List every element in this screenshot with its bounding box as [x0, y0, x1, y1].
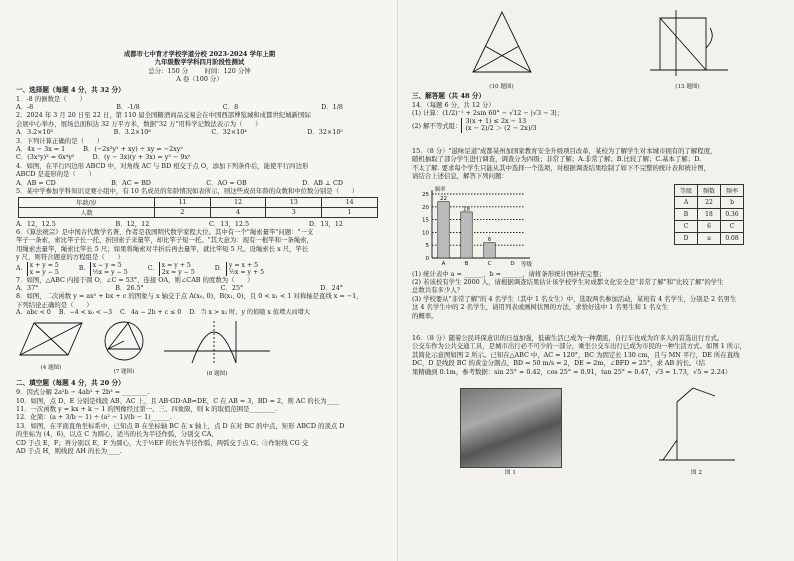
q7-options: [16, 284, 383, 292]
q5-option-a: A．12，12.5: [16, 219, 56, 228]
q8-option-b: B．−4 < x₀ < −3: [58, 309, 113, 317]
q3-option-c: C．(3x²y)² = 6x⁴y²: [16, 153, 75, 162]
street-lamp-photo: [460, 388, 562, 468]
y-tick-label: 0: [425, 255, 429, 262]
equation-system: [159, 262, 195, 276]
bar-C: [484, 242, 496, 257]
table-cell: 人数: [19, 207, 155, 217]
section3-heading: 三、解答题（共 48 分）: [412, 92, 486, 100]
bar-value-label: 6: [487, 236, 492, 243]
table-cell: 0.08: [721, 232, 744, 244]
q6-options: [16, 262, 383, 276]
table-row: [675, 184, 744, 196]
q7-option-b: B．26.5°: [115, 283, 144, 292]
figure-caption: (8 题图): [206, 371, 228, 378]
q7-option-c: C．25°: [220, 283, 244, 292]
q8-line2: 下列结论正确的是（ ）: [16, 300, 93, 309]
q4-option-c: C．AO = OB: [206, 178, 247, 187]
diagonal-bd: [20, 323, 82, 355]
q15-line4: 请结合上述信息，解答下列问题：: [412, 172, 508, 181]
table-cell: B: [675, 208, 698, 220]
equation: ½x = y − 5: [92, 268, 128, 276]
table-cell: 3: [266, 207, 322, 217]
q6-option-b: [79, 262, 128, 276]
q4-line2: ABCD 是菱形的是（ ）: [16, 170, 95, 179]
q10: 10．如图，点 D、E 分别是线段 AB、AC 上，且 AB·GD·AB=DE，C 在 AB = 3，BD = 2，则 AC 的长为____: [16, 396, 340, 405]
bar-B: [461, 212, 473, 258]
section1-figures: [16, 319, 383, 377]
q15-part1: (1) 统计表中 a = ______，b = ______，请将条形统计图补充完整；: [412, 269, 606, 278]
q2-option-a: A．3.2×10⁵: [16, 128, 54, 137]
q6-option-c: [148, 262, 195, 276]
q8-option-a: A．abc < 0: [16, 309, 51, 317]
q6-option-a: [16, 262, 59, 276]
parallelogram-figure: [16, 319, 86, 359]
q7: 7．如图，△ABC 内接于圆 O，∠C = 53°，连接 OA，则∠CAB 的度数为（ ）: [16, 275, 254, 284]
parabola-figure: [162, 319, 272, 365]
q8-option-c: C．4a − 2b + c ≤ 0: [120, 309, 182, 317]
q5-age-table: [18, 197, 378, 218]
exam-subtitle: 九年级数学学科四月阶段性测试: [154, 58, 245, 67]
table-header: 等级: [675, 184, 698, 196]
equation: x − y = 5: [92, 261, 122, 269]
q15-figures: [412, 184, 784, 270]
q3-options-cd: [16, 153, 383, 161]
y-axis-label: 频率: [434, 186, 446, 193]
table-cell: 年龄/岁: [19, 197, 155, 207]
equation: x = y + 5: [161, 261, 191, 269]
equation: 2x = y − 5: [161, 268, 195, 276]
q8-option-d: D．当 x > x₂ 时，y 的值随 x 值增大而增大: [189, 309, 311, 317]
q15-line3: 不太了解. 要求每个学生只能从其中选择一个选项，对根据调查结果绘制了如下不完整的统计表和统计图，: [412, 163, 711, 172]
figure-caption: (10 题图): [489, 84, 514, 90]
option-letter: B．: [78, 265, 90, 273]
table-cell: 22: [698, 196, 721, 208]
table-row: [19, 197, 378, 207]
table-row: [19, 207, 378, 217]
q16-line5: 果精确到 0.1m，参考数据：sin 25° ≈ 0.42，cos 25° ≈ 0.91，tan 25° ≈ 0.47，√3 ≈ 1.73，√5 ≈ 2.24）: [412, 367, 732, 376]
radius-oa: [108, 341, 124, 349]
frequency-table: [674, 184, 744, 245]
q5-options: [16, 220, 383, 228]
y-tick-label: 25: [422, 191, 429, 198]
q4-option-b: B．AC = BD: [111, 178, 151, 187]
q15-line2: 随机抽取了部分学生进行调查，调查分为四级；非常了解；A.非常了解；B.比较了解；C.基本了解；D.: [412, 155, 702, 164]
q5-option-c: C．13，12.5: [209, 219, 250, 228]
table-cell: 1: [322, 207, 378, 217]
q3-option-d: D．(y − 3x)(y + 3x) = y² − 9x²: [92, 153, 191, 162]
q6: 6．《算法统宗》是中国古代数学名著，作者是我国明代数学家程大位。其中有一个"绳索量竿"问题："一支: [16, 227, 314, 236]
exam-title: 成都市七中育才学校学道分校 2023-2024 学年上期: [123, 50, 276, 58]
q2-option-b: B．3.2×10⁶: [113, 128, 151, 137]
table-cell: A: [675, 196, 698, 208]
figure-q7: [98, 319, 150, 375]
figure-caption: (4 题图): [40, 365, 62, 372]
q15-part2-line2: 总数共有多少人？: [412, 286, 464, 295]
y-tick-label: 15: [422, 217, 429, 224]
table-row: [675, 196, 744, 208]
q4-option-d: D．AB ⊥ CD: [302, 178, 343, 187]
figure-caption: (7 题图): [113, 369, 135, 376]
q2-line2: 会展中心举办，展场总面积达 32 万平方米，数据"32 万"用科学记数法表示为（ ）: [16, 119, 262, 128]
q3-options-ab: [16, 145, 383, 153]
table-row: [675, 232, 744, 244]
q15-part2: (2) 若该校有学生 2000 人，请根据调查结果估计该学校学生对成都文化安全是"非常了解"和"比较了解"的学生: [412, 278, 724, 287]
q16-figures: [412, 380, 784, 476]
figure-caption: (13 题图): [675, 84, 700, 90]
y-tick-label: 20: [422, 204, 429, 211]
q6-option-d: [215, 262, 264, 276]
q14-part2-label: (2) 解不等式组：: [412, 121, 462, 130]
y-tick-label: 10: [422, 230, 429, 237]
q1-option-c: C．8: [222, 103, 239, 112]
q2-option-c: C．32×10⁴: [211, 128, 247, 137]
figure-caption: 图 2: [691, 470, 702, 477]
option-letter: D．: [214, 265, 226, 273]
q6-line4: y 尺，则符合题意的方程组是（ ）: [16, 253, 124, 262]
table-header: 频数: [698, 184, 721, 196]
segment-dc: [473, 46, 519, 72]
figure-q8: [162, 319, 272, 377]
table-cell: 12: [210, 197, 266, 207]
table-cell: b: [721, 196, 744, 208]
lamp-arm: [677, 388, 715, 402]
rectangle-figure: [646, 8, 730, 78]
work-space: [412, 320, 784, 334]
bar-value-label: 18: [463, 206, 470, 213]
q14-part1: (1) 计算：(1/2)⁻¹ + 2sin 60° − √12 − |√3 − 3|；: [412, 109, 564, 118]
y-tick-label: 5: [425, 242, 429, 249]
figure-q13: [646, 8, 730, 90]
q16-line4: DC，D 是线段 BC 的黄金分割点，BD = 50 m/s = 2，DE = 2m，∠BFD = 25°，求 AB 的长。（结: [412, 359, 705, 368]
q1-option-b: B．-1/8: [116, 103, 140, 112]
q4-option-a: A．AB = CD: [16, 178, 56, 187]
exam-meta: [16, 67, 383, 75]
equation-system: [226, 262, 264, 276]
q16-line3: 其简化示意图如图 2 所示。已知在△ABC 中，AC = 120°，BC 为固定长 130 cm，且与 MN 平行，DE 所在直线: [412, 350, 740, 359]
q7-option-d: D．24°: [320, 283, 343, 292]
inequality: 3(x + 1) ≤ 2x − 13: [465, 116, 527, 125]
table-cell: C: [675, 220, 698, 232]
construction-arc: [706, 28, 712, 48]
segment-de: [485, 46, 531, 72]
q6-line2: 竿子一条索，索比竿子长一托，折回索子来量竿，却比竿子短一托。"其大意为：现有一根竿和一条绳索，: [16, 236, 313, 245]
q7-option-a: A．37°: [16, 283, 39, 292]
q2: 2．2024 年 3 月 20 日至 22 日，第 110 届全国糖酒商品交易会在中国西部博览城和成都世纪城新国际: [16, 111, 311, 120]
x-tick-label: B: [464, 260, 469, 267]
inequality: (x − 2)/2 ＞ (2 − 2x)/3: [465, 124, 537, 133]
figure-caption: 图 1: [505, 470, 516, 477]
table-cell: a: [698, 232, 721, 244]
total-score: 总分：150 分: [148, 66, 189, 75]
table-cell: D: [675, 232, 698, 244]
q15-part3-line2: 这 4 名学生中的 2 名学生，请用列表或画树状图的方法，求恰好选中 1 名男生和 1 名女生: [412, 303, 669, 312]
q5-option-d: D．13，12: [308, 219, 343, 228]
q2-option-d: D．32×10⁵: [307, 128, 343, 137]
q1-options: [16, 103, 383, 111]
equation-system: [90, 262, 128, 276]
table-cell: 11: [155, 197, 211, 207]
q1: 1．-8 的倒数是（ ）: [16, 94, 86, 103]
q1-option-a: A．-8: [16, 103, 34, 112]
triangle-figure: [467, 8, 537, 78]
table-cell: 0.36: [721, 208, 744, 220]
triangle-abc: [473, 12, 531, 72]
q15-part3: (3) 学校要从"非常了解"的 4 名学生（其中 1 名女生）中，选取两名参加活动，某班有 4 名学生，分别是 2 名男生: [412, 294, 737, 303]
x-tick-label: A: [441, 260, 446, 267]
q11: 11．一次函数 y = kx + k − 1 的图像经过第一、三、四象限，则 k 的取值范围是________.: [16, 404, 278, 413]
option-letter: C．: [147, 265, 159, 273]
q3-option-a: A．4x − 3x = 1: [16, 145, 66, 154]
table-cell: 18: [698, 208, 721, 220]
table-cell: 4: [210, 207, 266, 217]
equation-system: [27, 262, 59, 276]
q16: 16．（8 分）随着公民环保意识的日益加强，低碳生活已成为一种潮流，自行车也成为许多人的首选出行方式。: [412, 334, 724, 343]
table-cell: 13: [266, 197, 322, 207]
bar-A: [438, 201, 450, 257]
table-cell: C: [721, 220, 744, 232]
q13-line3: CD 于点 E，F；再分别以 E，F 为圆心，大于½EF 的长为半径作弧，两弧交于点 G；③作射线 CG 交: [16, 438, 309, 447]
equation: x + y = 5: [29, 261, 59, 269]
triangle-abc: [108, 323, 140, 349]
exam-time: 时间：120 分钟: [204, 66, 251, 75]
q13: 13．如图，在平面直角坐标系中，已知点 B 在坐标轴 BC 在 x 轴上，点 D 在对 BC 的中点，矩形 ABCD 的顶点 D: [16, 421, 345, 430]
support-line: [663, 440, 677, 460]
q15: 15．（8 分）"滋味足道"成都某州加国家教育安全升级项目改革，某校为了解学生对本城市拥有的了解程度，: [412, 147, 717, 155]
figure-2: [657, 380, 737, 476]
table-row: [675, 220, 744, 232]
equation: ½x = y + 5: [228, 268, 265, 276]
q14: 14．（每题 6 分，共 12 分）: [412, 101, 495, 109]
q4-options: [16, 179, 383, 187]
q8-options: [16, 309, 383, 317]
table-row: [675, 208, 744, 220]
table-cell: 6: [698, 220, 721, 232]
q14-part2: [412, 118, 784, 133]
right-page: [397, 0, 794, 561]
q5: 5．某中学参加学科知识竞赛小组中，有 10 名成员的年龄情况如表所示，则这些成员年龄的众数和中位数分别是（ ）: [16, 187, 359, 196]
q16-line2: 公交车作为公共交通工具，是城市出行必不可少的一部分，乘坐公交车出行已成为市民的一种生活方式。如图 1 所示，: [412, 342, 747, 351]
x-axis-label: 等级: [520, 261, 532, 268]
top-figures: [412, 8, 784, 90]
table-header: 频率: [721, 184, 744, 196]
q3-option-b: B．(−2x²y² + xy) ÷ xy = −2xy²: [83, 145, 183, 154]
bar-value-label: 22: [440, 195, 447, 202]
q6-line3: 用绳索去量竿，绳索比竿长 5 尺；如果将绳索对半折后再去量竿，就比竿短 5 尺。设绳索长 x 尺，竿长: [16, 244, 309, 253]
equation: y = x + 5: [228, 261, 259, 269]
x-tick-label: D: [510, 260, 515, 267]
bar-chart: [412, 184, 540, 270]
q4: 4．如图，在平行四边形 ABCD 中，对角线 AC 与 BD 相交于点 O，添加下列条件后，能使平行四边形: [16, 161, 309, 170]
q3: 3．下列计算正确的是（ ）: [16, 136, 104, 145]
q8: 8．如图，二次函数 y = ax² + bx + c 的图象与 x 轴交于点 A(x₀, 0)，B(x₁, 0)，且 0 < x₁ < 1 对称轴是直线 x = −1，: [16, 292, 363, 301]
equation: x = y − 5: [29, 268, 59, 276]
q13-line2: 的坐标为 (4，6)，以点 C 为圆心，适当的长为半径作弧，分别交 CA、: [16, 430, 218, 439]
work-space: [412, 133, 784, 147]
x-tick-label: C: [487, 260, 492, 267]
diagonal-ac: [660, 18, 706, 70]
table-cell: 2: [155, 207, 211, 217]
part-a-label: A 卷（100 分）: [176, 75, 223, 84]
q12: 12．化简：(a + 3/b − 1) ÷ (a² − 1)/(b − 1)______.: [16, 413, 172, 422]
inequality-system: [461, 118, 536, 133]
figure-1: [460, 388, 562, 476]
q2-options: [16, 128, 383, 136]
section2-heading: 二、填空题（每题 4 分，共 20 分）: [16, 379, 125, 388]
section1-heading: 一、选择题（每题 4 分，共 32 分）: [16, 85, 125, 94]
option-letter: A．: [16, 265, 27, 273]
q13-line4: AD 于点 H，则线段 AH 的长为____.: [16, 447, 122, 455]
street-lamp-diagram: [657, 380, 737, 464]
q5-option-b: B．12，12: [115, 219, 150, 228]
circle-figure: [98, 319, 150, 363]
figure-q4: [16, 319, 86, 371]
q1-option-d: D．1/8: [321, 103, 343, 112]
figure-q10: [467, 8, 537, 90]
table-cell: 14: [322, 197, 378, 207]
q15-part3-line3: 的概率。: [412, 311, 438, 320]
q9: 9．因式分解 2a²b − 4ab² + 2b³ = ________.: [16, 388, 150, 397]
